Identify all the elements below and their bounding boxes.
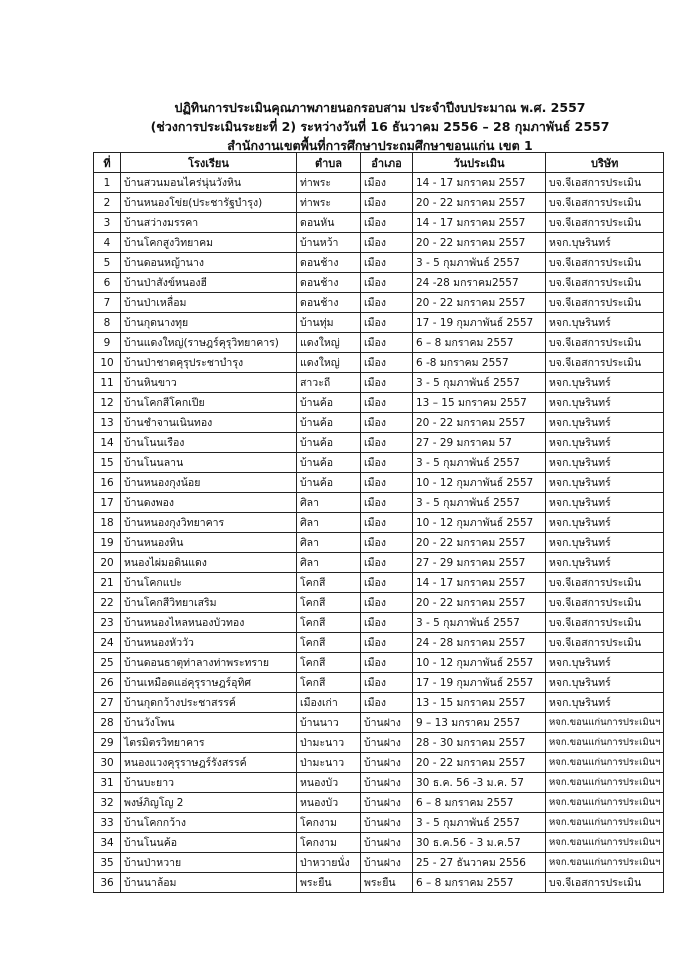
table-row bbox=[94, 833, 664, 853]
table-row bbox=[94, 633, 664, 653]
assessment-date: 6 – 8 มกราคม 2557 bbox=[413, 873, 546, 893]
table-row bbox=[94, 613, 664, 633]
company: หจก.บุษรินทร์ bbox=[546, 513, 664, 533]
school-name: บ้านโนนเรือง bbox=[121, 433, 297, 453]
table-row bbox=[94, 253, 664, 273]
district: เมือง bbox=[361, 613, 413, 633]
subdistrict: โคกสี bbox=[297, 613, 361, 633]
subdistrict: โคกสี bbox=[297, 633, 361, 653]
assessment-date: 3 - 5 กุมภาพันธ์ 2557 bbox=[413, 253, 546, 273]
row-number: 9 bbox=[94, 333, 121, 353]
row-number: 34 bbox=[94, 833, 121, 853]
company: หจก.ขอนแก่นการประเมินฯ bbox=[546, 853, 664, 873]
subdistrict: เมืองเก่า bbox=[297, 693, 361, 713]
school-name: บ้านโคกสีวิทยาเสริม bbox=[121, 593, 297, 613]
company: หจก.ขอนแก่นการประเมินฯ bbox=[546, 833, 664, 853]
company: หจก.บุษรินทร์ bbox=[546, 673, 664, 693]
assessment-date: 13 - 15 มกราคม 2557 bbox=[413, 693, 546, 713]
row-number: 24 bbox=[94, 633, 121, 653]
table-header-row bbox=[94, 153, 664, 173]
company: หจก.บุษรินทร์ bbox=[546, 313, 664, 333]
assessment-date: 17 - 19 กุมภาพันธ์ 2557 bbox=[413, 673, 546, 693]
table-row bbox=[94, 433, 664, 453]
table-row bbox=[94, 273, 664, 293]
district: เมือง bbox=[361, 513, 413, 533]
company: หจก.บุษรินทร์ bbox=[546, 693, 664, 713]
company: หจก.บุษรินทร์ bbox=[546, 393, 664, 413]
row-number: 1 bbox=[94, 173, 121, 193]
row-number: 21 bbox=[94, 573, 121, 593]
company: บจ.จีเอสการประเมิน bbox=[546, 213, 664, 233]
assessment-date: 17 - 19 กุมภาพันธ์ 2557 bbox=[413, 313, 546, 333]
district: เมือง bbox=[361, 293, 413, 313]
assessment-date: 27 - 29 มกราคม 2557 bbox=[413, 553, 546, 573]
school-name: บ้านสว่างมรรคา bbox=[121, 213, 297, 233]
table-row bbox=[94, 693, 664, 713]
district: เมือง bbox=[361, 593, 413, 613]
subdistrict: ดอนช้าง bbox=[297, 293, 361, 313]
col-header-date: วันประเมิน bbox=[413, 153, 546, 173]
row-number: 32 bbox=[94, 793, 121, 813]
subdistrict: ป่ามะนาว bbox=[297, 753, 361, 773]
company: บจ.จีเอสการประเมิน bbox=[546, 353, 664, 373]
title-line-2: (ช่วงการประเมินระยะที่ 2) ระหว่างวันที่ 16 ธันวาคม 2556 – 28 กุมภาพันธ์ 2557 bbox=[150, 119, 610, 134]
assessment-date: 20 - 22 มกราคม 2557 bbox=[413, 593, 546, 613]
school-name: บ้านแดงใหญ่(ราษฎร์คุรุวิทยาคาร) bbox=[121, 333, 297, 353]
district: เมือง bbox=[361, 533, 413, 553]
row-number: 28 bbox=[94, 713, 121, 733]
subdistrict: ป่ามะนาว bbox=[297, 733, 361, 753]
row-number: 35 bbox=[94, 853, 121, 873]
table-row bbox=[94, 353, 664, 373]
row-number: 20 bbox=[94, 553, 121, 573]
company: บจ.จีเอสการประเมิน bbox=[546, 193, 664, 213]
row-number: 10 bbox=[94, 353, 121, 373]
subdistrict: ท่าพระ bbox=[297, 173, 361, 193]
company: บจ.จีเอสการประเมิน bbox=[546, 573, 664, 593]
company: บจ.จีเอสการประเมิน bbox=[546, 293, 664, 313]
school-name: ไตรมิตรวิทยาคาร bbox=[121, 733, 297, 753]
school-name: บ้านกุดนางทุย bbox=[121, 313, 297, 333]
table-row bbox=[94, 553, 664, 573]
row-number: 15 bbox=[94, 453, 121, 473]
assessment-date: 6 -8 มกราคม 2557 bbox=[413, 353, 546, 373]
col-header-no: ที่ bbox=[94, 153, 121, 173]
company: หจก.บุษรินทร์ bbox=[546, 413, 664, 433]
table-row bbox=[94, 753, 664, 773]
district: บ้านฝาง bbox=[361, 853, 413, 873]
subdistrict: โคกสี bbox=[297, 593, 361, 613]
district: เมือง bbox=[361, 393, 413, 413]
assessment-date: 3 - 5 กุมภาพันธ์ 2557 bbox=[413, 373, 546, 393]
assessment-date: 20 - 22 มกราคม 2557 bbox=[413, 233, 546, 253]
assessment-date: 3 - 5 กุมภาพันธ์ 2557 bbox=[413, 813, 546, 833]
subdistrict: หนองบัว bbox=[297, 773, 361, 793]
company: หจก.ขอนแก่นการประเมินฯ bbox=[546, 813, 664, 833]
company: หจก.บุษรินทร์ bbox=[546, 473, 664, 493]
subdistrict: บ้านทุ่ม bbox=[297, 313, 361, 333]
assessment-date: 3 - 5 กุมภาพันธ์ 2557 bbox=[413, 613, 546, 633]
assessment-date: 14 - 17 มกราคม 2557 bbox=[413, 213, 546, 233]
company: บจ.จีเอสการประเมิน bbox=[546, 613, 664, 633]
table-row bbox=[94, 453, 664, 473]
row-number: 26 bbox=[94, 673, 121, 693]
subdistrict: ท่าพระ bbox=[297, 193, 361, 213]
district: เมือง bbox=[361, 333, 413, 353]
row-number: 3 bbox=[94, 213, 121, 233]
row-number: 23 bbox=[94, 613, 121, 633]
assessment-date: 24 - 28 มกราคม 2557 bbox=[413, 633, 546, 653]
assessment-date: 20 - 22 มกราคม 2557 bbox=[413, 533, 546, 553]
assessment-date: 6 – 8 มกราคม 2557 bbox=[413, 793, 546, 813]
table-row bbox=[94, 233, 664, 253]
assessment-date: 20 - 22 มกราคม 2557 bbox=[413, 193, 546, 213]
district: เมือง bbox=[361, 413, 413, 433]
subdistrict: บ้านค้อ bbox=[297, 413, 361, 433]
subdistrict: ศิลา bbox=[297, 553, 361, 573]
subdistrict: ดอนช้าง bbox=[297, 273, 361, 293]
subdistrict: บ้านนาว bbox=[297, 713, 361, 733]
col-header-company: บริษัท bbox=[546, 153, 664, 173]
subdistrict: บ้านหว้า bbox=[297, 233, 361, 253]
school-name: บ้านชำจานเนินทอง bbox=[121, 413, 297, 433]
title-line-1: ปฏิทินการประเมินคุณภาพภายนอกรอบสาม ประจำปีงบประมาณ พ.ศ. 2557 bbox=[174, 100, 586, 115]
district: พระยืน bbox=[361, 873, 413, 893]
table-row bbox=[94, 413, 664, 433]
col-header-subdistrict: ตำบล bbox=[297, 153, 361, 173]
school-name: หนองแวงคุรุราษฎร์รังสรรค์ bbox=[121, 753, 297, 773]
row-number: 17 bbox=[94, 493, 121, 513]
assessment-date: 10 - 12 กุมภาพันธ์ 2557 bbox=[413, 473, 546, 493]
row-number: 5 bbox=[94, 253, 121, 273]
subdistrict: สาวะถี bbox=[297, 373, 361, 393]
table-row bbox=[94, 513, 664, 533]
assessment-date: 3 - 5 กุมภาพันธ์ 2557 bbox=[413, 493, 546, 513]
table-row bbox=[94, 733, 664, 753]
assessment-date: 14 - 17 มกราคม 2557 bbox=[413, 573, 546, 593]
company: หจก.ขอนแก่นการประเมินฯ bbox=[546, 793, 664, 813]
school-name: บ้านหนองกุงน้อย bbox=[121, 473, 297, 493]
school-name: บ้านโนนลาน bbox=[121, 453, 297, 473]
district: เมือง bbox=[361, 453, 413, 473]
row-number: 19 bbox=[94, 533, 121, 553]
subdistrict: แดงใหญ่ bbox=[297, 353, 361, 373]
company: บจ.จีเอสการประเมิน bbox=[546, 173, 664, 193]
company: บจ.จีเอสการประเมิน bbox=[546, 873, 664, 893]
school-name: บ้านนาล้อม bbox=[121, 873, 297, 893]
row-number: 36 bbox=[94, 873, 121, 893]
company: หจก.บุษรินทร์ bbox=[546, 533, 664, 553]
district: เมือง bbox=[361, 573, 413, 593]
district: เมือง bbox=[361, 353, 413, 373]
district: เมือง bbox=[361, 173, 413, 193]
school-name: บ้านวังโพน bbox=[121, 713, 297, 733]
company: บจ.จีเอสการประเมิน bbox=[546, 273, 664, 293]
school-name: บ้านบะยาว bbox=[121, 773, 297, 793]
district: เมือง bbox=[361, 253, 413, 273]
district: เมือง bbox=[361, 693, 413, 713]
subdistrict: พระยืน bbox=[297, 873, 361, 893]
table-row bbox=[94, 813, 664, 833]
table-row bbox=[94, 713, 664, 733]
row-number: 2 bbox=[94, 193, 121, 213]
subdistrict: โคกงาม bbox=[297, 813, 361, 833]
school-name: บ้านโคกแปะ bbox=[121, 573, 297, 593]
table-row bbox=[94, 653, 664, 673]
assessment-date: 10 - 12 กุมภาพันธ์ 2557 bbox=[413, 513, 546, 533]
company: หจก.บุษรินทร์ bbox=[546, 493, 664, 513]
district: บ้านฝาง bbox=[361, 733, 413, 753]
table-row bbox=[94, 853, 664, 873]
district: บ้านฝาง bbox=[361, 813, 413, 833]
subdistrict: โคกสี bbox=[297, 573, 361, 593]
table-row bbox=[94, 573, 664, 593]
school-name: บ้านหินขาว bbox=[121, 373, 297, 393]
district: เมือง bbox=[361, 193, 413, 213]
row-number: 4 bbox=[94, 233, 121, 253]
subdistrict: ป่าหวายนั่ง bbox=[297, 853, 361, 873]
company: หจก.บุษรินทร์ bbox=[546, 553, 664, 573]
table-row bbox=[94, 213, 664, 233]
school-name: บ้านป่าหวาย bbox=[121, 853, 297, 873]
assessment-date: 30 ธ.ค.56 - 3 ม.ค.57 bbox=[413, 833, 546, 853]
table-row bbox=[94, 373, 664, 393]
table-row bbox=[94, 473, 664, 493]
table-row bbox=[94, 173, 664, 193]
assessment-date: 24 -28 มกราคม2557 bbox=[413, 273, 546, 293]
school-name: บ้านโคกสูงวิทยาคม bbox=[121, 233, 297, 253]
assessment-date: 14 - 17 มกราคม 2557 bbox=[413, 173, 546, 193]
row-number: 8 bbox=[94, 313, 121, 333]
district: เมือง bbox=[361, 653, 413, 673]
row-number: 29 bbox=[94, 733, 121, 753]
subdistrict: บ้านค้อ bbox=[297, 433, 361, 453]
subdistrict: ศิลา bbox=[297, 493, 361, 513]
row-number: 6 bbox=[94, 273, 121, 293]
district: บ้านฝาง bbox=[361, 773, 413, 793]
assessment-date: 10 - 12 กุมภาพันธ์ 2557 bbox=[413, 653, 546, 673]
row-number: 22 bbox=[94, 593, 121, 613]
company: หจก.บุษรินทร์ bbox=[546, 653, 664, 673]
subdistrict: ดอนหัน bbox=[297, 213, 361, 233]
school-name: บ้านหนองหิน bbox=[121, 533, 297, 553]
table-row bbox=[94, 493, 664, 513]
company: หจก.บุษรินทร์ bbox=[546, 453, 664, 473]
school-name: บ้านหนองโข่ย(ประชารัฐบำรุง) bbox=[121, 193, 297, 213]
assessment-date: 3 - 5 กุมภาพันธ์ 2557 bbox=[413, 453, 546, 473]
school-name: บ้านกุดกว้างประชาสรรค์ bbox=[121, 693, 297, 713]
company: บจ.จีเอสการประเมิน bbox=[546, 593, 664, 613]
table-row bbox=[94, 773, 664, 793]
table-row bbox=[94, 533, 664, 553]
subdistrict: บ้านค้อ bbox=[297, 453, 361, 473]
subdistrict: แดงใหญ่ bbox=[297, 333, 361, 353]
district: เมือง bbox=[361, 433, 413, 453]
district: เมือง bbox=[361, 553, 413, 573]
row-number: 16 bbox=[94, 473, 121, 493]
school-name: บ้านสวนมอนไคร่นุ่นวังหิน bbox=[121, 173, 297, 193]
district: เมือง bbox=[361, 673, 413, 693]
company: หจก.ขอนแก่นการประเมินฯ bbox=[546, 713, 664, 733]
school-name: บ้านป่าเหลื่อม bbox=[121, 293, 297, 313]
school-name: บ้านดอนหญ้านาง bbox=[121, 253, 297, 273]
district: เมือง bbox=[361, 213, 413, 233]
district: เมือง bbox=[361, 473, 413, 493]
assessment-date: 20 - 22 มกราคม 2557 bbox=[413, 293, 546, 313]
subdistrict: โคกงาม bbox=[297, 833, 361, 853]
company: บจ.จีเอสการประเมิน bbox=[546, 333, 664, 353]
school-name: บ้านโนนค้อ bbox=[121, 833, 297, 853]
school-name: บ้านดงพอง bbox=[121, 493, 297, 513]
assessment-date: 13 – 15 มกราคม 2557 bbox=[413, 393, 546, 413]
district: เมือง bbox=[361, 313, 413, 333]
table-row bbox=[94, 593, 664, 613]
district: เมือง bbox=[361, 373, 413, 393]
subdistrict: โคกสี bbox=[297, 673, 361, 693]
assessment-date: 20 - 22 มกราคม 2557 bbox=[413, 753, 546, 773]
assessment-date: 30 ธ.ค. 56 -3 ม.ค. 57 bbox=[413, 773, 546, 793]
row-number: 25 bbox=[94, 653, 121, 673]
col-header-school: โรงเรียน bbox=[121, 153, 297, 173]
school-name: บ้านโคกกว้าง bbox=[121, 813, 297, 833]
row-number: 30 bbox=[94, 753, 121, 773]
table-row bbox=[94, 293, 664, 313]
district: บ้านฝาง bbox=[361, 793, 413, 813]
row-number: 12 bbox=[94, 393, 121, 413]
row-number: 7 bbox=[94, 293, 121, 313]
subdistrict: บ้านค้อ bbox=[297, 473, 361, 493]
school-name: พงษ์ภิญโญ 2 bbox=[121, 793, 297, 813]
col-header-district: อำเภอ bbox=[361, 153, 413, 173]
school-name: บ้านเหมือดแอ่คุรุราษฎร์อุทิศ bbox=[121, 673, 297, 693]
row-number: 27 bbox=[94, 693, 121, 713]
school-name: บ้านหนองกุงวิทยาคาร bbox=[121, 513, 297, 533]
school-name: หนองไผ่มอดินแดง bbox=[121, 553, 297, 573]
assessment-date: 6 – 8 มกราคม 2557 bbox=[413, 333, 546, 353]
school-name: บ้านหนองหัววัว bbox=[121, 633, 297, 653]
row-number: 11 bbox=[94, 373, 121, 393]
row-number: 18 bbox=[94, 513, 121, 533]
company: หจก.บุษรินทร์ bbox=[546, 433, 664, 453]
company: หจก.บุษรินทร์ bbox=[546, 373, 664, 393]
subdistrict: ดอนช้าง bbox=[297, 253, 361, 273]
company: หจก.ขอนแก่นการประเมินฯ bbox=[546, 753, 664, 773]
subdistrict: หนองบัว bbox=[297, 793, 361, 813]
schedule-table bbox=[93, 152, 664, 893]
company: หจก.ขอนแก่นการประเมินฯ bbox=[546, 733, 664, 753]
assessment-date: 28 - 30 มกราคม 2557 bbox=[413, 733, 546, 753]
subdistrict: บ้านค้อ bbox=[297, 393, 361, 413]
district: บ้านฝาง bbox=[361, 713, 413, 733]
company: หจก.ขอนแก่นการประเมินฯ bbox=[546, 773, 664, 793]
assessment-date: 25 - 27 ธันวาคม 2556 bbox=[413, 853, 546, 873]
school-name: บ้านป่าสังข์หนองฮี bbox=[121, 273, 297, 293]
district: บ้านฝาง bbox=[361, 833, 413, 853]
table-row bbox=[94, 793, 664, 813]
table-row bbox=[94, 673, 664, 693]
school-name: บ้านโคกสีโคกเปีย bbox=[121, 393, 297, 413]
school-name: บ้านป่าชาดคุรุประชาบำรุง bbox=[121, 353, 297, 373]
subdistrict: ศิลา bbox=[297, 513, 361, 533]
table-row bbox=[94, 313, 664, 333]
row-number: 31 bbox=[94, 773, 121, 793]
assessment-date: 27 - 29 มกราคม 57 bbox=[413, 433, 546, 453]
district: เมือง bbox=[361, 493, 413, 513]
school-name: บ้านดอนธาตุท่าลางท่าพระทราย bbox=[121, 653, 297, 673]
table-row bbox=[94, 873, 664, 893]
row-number: 33 bbox=[94, 813, 121, 833]
row-number: 14 bbox=[94, 433, 121, 453]
row-number: 13 bbox=[94, 413, 121, 433]
document-title bbox=[100, 98, 660, 155]
subdistrict: โคกสี bbox=[297, 653, 361, 673]
district: บ้านฝาง bbox=[361, 753, 413, 773]
table-row bbox=[94, 393, 664, 413]
assessment-date: 20 - 22 มกราคม 2557 bbox=[413, 413, 546, 433]
company: บจ.จีเอสการประเมิน bbox=[546, 633, 664, 653]
district: เมือง bbox=[361, 633, 413, 653]
assessment-date: 9 – 13 มกราคม 2557 bbox=[413, 713, 546, 733]
subdistrict: ศิลา bbox=[297, 533, 361, 553]
table-row bbox=[94, 333, 664, 353]
title-line-3: สำนักงานเขตพื้นที่การศึกษาประถมศึกษาขอนแก่น เขต 1 bbox=[227, 138, 533, 153]
school-name: บ้านหนองไหลหนองบัวทอง bbox=[121, 613, 297, 633]
district: เมือง bbox=[361, 273, 413, 293]
table-row bbox=[94, 193, 664, 213]
company: หจก.บุษรินทร์ bbox=[546, 233, 664, 253]
district: เมือง bbox=[361, 233, 413, 253]
company: บจ.จีเอสการประเมิน bbox=[546, 253, 664, 273]
